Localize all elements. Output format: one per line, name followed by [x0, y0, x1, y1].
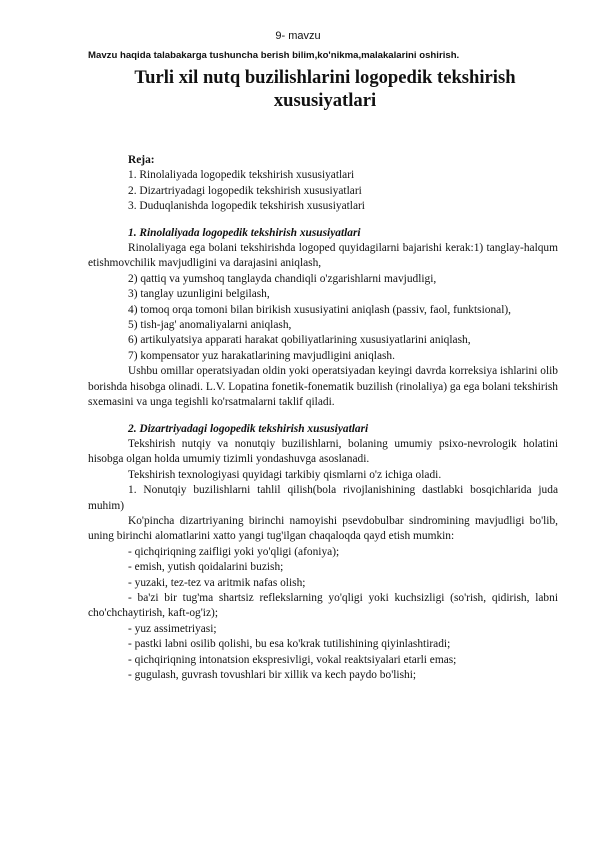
- symptom-item: - pastki labni osilib qolishi, bu esa ko'krak tutilishining qiyinlashtiradi;: [128, 638, 451, 651]
- plan-item: 3. Duduqlanishda logopedik tekshirish xususiyatlari: [128, 200, 365, 213]
- section-1-intro: Rinolaliyaga ega bolani tekshirishda logoped quyidagilarni bajarishi kerak:1) tanglay-halqum etishmovchilik mavjudligini va darajasini aniqlash,: [88, 242, 558, 270]
- section-1-item: 6) artikulyatsiya apparati harakat qobiliyatlarining xususiyatlarini aniqlash,: [128, 334, 471, 347]
- topic-number: 9- mavzu: [275, 30, 321, 42]
- document-title: Turli xil nutq buzilishlarini logopedik tekshirish xususiyatlari: [134, 67, 516, 111]
- section-1-closing: Ushbu omillar operatsiyadan oldin yoki operatsiyadan keyingi davrda korreksiya ishlarini olib borishda hisobga olinadi. L.V. Lopatina fonetik-fonematik buzilish (rinolaliya) ga ega bolani tekshirish sxemasini va unga tegishli ko'rsatmalarni taklif qiladi.: [88, 365, 558, 409]
- symptom-item: - ba'zi bir tug'ma shartsiz reflekslarning yo'qligi yoki kuchsizligi (so'rish, qidirish, labni cho'chchaytirish, kaft-og'iz);: [88, 591, 558, 620]
- plan-heading: Reja:: [128, 154, 155, 166]
- section-2-paragraph: Ko'pincha dizartriyaning birinchi namoyishi psevdobulbar sindromining mavjudligi bo'lib, uning birinchi alomatlarini xatto yangi tug'ilgan chaqaloqda qayd etish mumkin:: [88, 514, 558, 543]
- section-1-item: 4) tomoq orqa tomoni bilan birikish xususiyatini aniqlash (passiv, faol, funktsional),: [128, 303, 512, 316]
- section-2-heading: 2. Dizartriyadagi logopedik tekshirish xususiyatlari: [128, 422, 369, 435]
- symptom-item: - emish, yutish qoidalarini buzish;: [128, 561, 284, 574]
- symptom-item: - qichqiriqning intonatsion ekspresivligi, vokal reaktsiyalari etarli emas;: [128, 653, 457, 666]
- symptom-item: - yuzaki, tez-tez va aritmik nafas olish;: [128, 576, 306, 589]
- symptom-item: - yuz assimetriyasi;: [128, 622, 217, 635]
- section-1-item: 7) kompensator yuz harakatlarining mavjudligini aniqlash.: [128, 349, 395, 362]
- symptom-item: - gugulash, guvrash tovushlari bir xillik va kech paydo bo'lishi;: [128, 669, 417, 681]
- section-1-item: 3) tanglay uzunligini belgilash,: [128, 288, 270, 301]
- lesson-goal: Mavzu haqida talabakarga tushuncha berish bilim,ko'nikma,malakalarini oshirish.: [88, 50, 460, 61]
- section-2-paragraph: Tekshirish texnologiyasi quyidagi tarkibiy qismlarni o'z ichiga oladi.: [128, 468, 442, 481]
- section-2-paragraph: 1. Nonutqiy buzilishlarni tahlil qilish(bola rivojlanishining dastlabki bosqichlarida juda muhim): [88, 484, 558, 512]
- section-1-item: 2) qattiq va yumshoq tanglayda chandiqli o'zgarishlarni mavjudligi,: [128, 272, 437, 285]
- section-2-paragraph: Tekshirish nutqiy va nonutqiy buzilishlarni, bolaning umumiy psixo-nevrologik holatini hisobga olgan holda umumiy tizimli yondashuvga asoslanadi.: [88, 437, 558, 466]
- symptom-item: - qichqiriqning zaifligi yoki yo'qligi (afoniya);: [128, 545, 340, 558]
- section-1-item: 5) tish-jag' anomaliyalarni aniqlash,: [128, 319, 292, 332]
- plan-item: 2. Dizartriyadagi logopedik tekshirish xususiyatlari: [128, 184, 362, 197]
- section-1-heading: 1. Rinolaliyada logopedik tekshirish xususiyatlari: [128, 226, 361, 239]
- document-body: [88, 153, 558, 683]
- plan-item: 1. Rinolaliyada logopedik tekshirish xususiyatlari: [128, 169, 355, 182]
